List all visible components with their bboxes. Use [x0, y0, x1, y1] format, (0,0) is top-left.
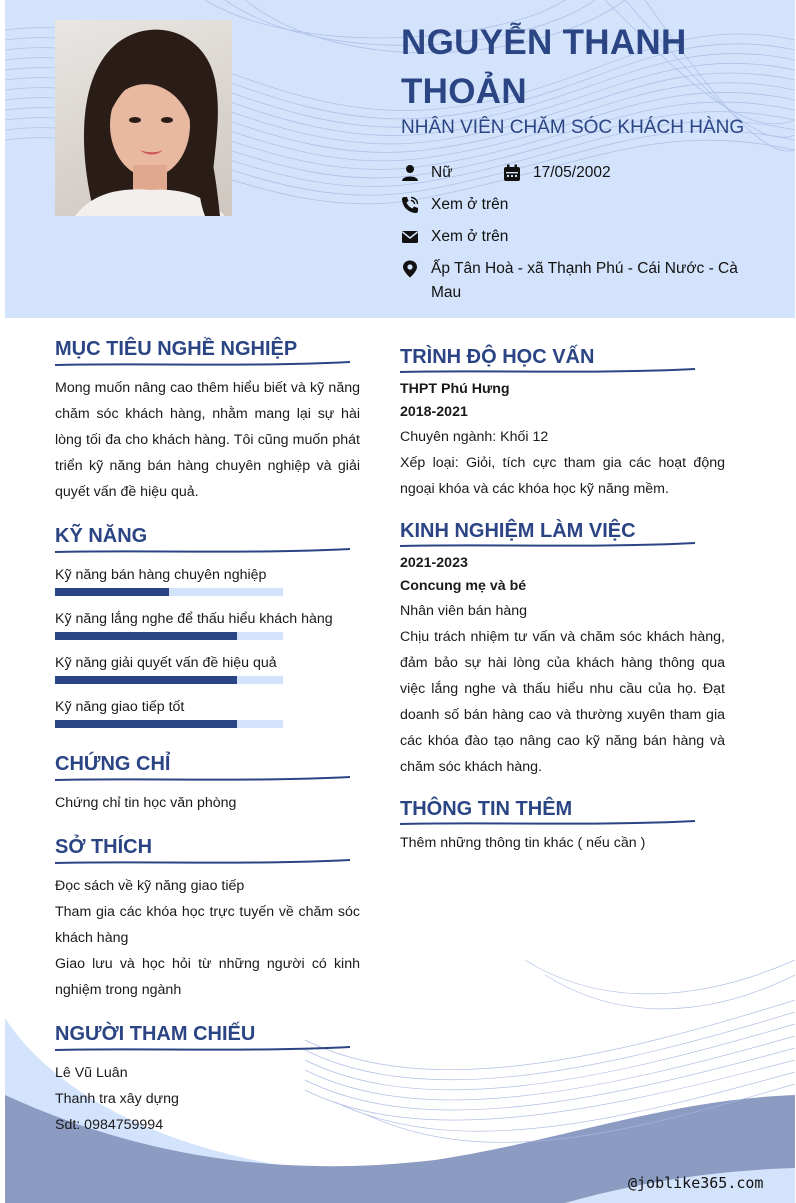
skill-bar-fill	[55, 588, 169, 596]
skills-title: KỸ NĂNG	[55, 525, 148, 547]
skill-label: Kỹ năng bán hàng chuyên nghiệp	[55, 567, 267, 583]
skill-label: Kỹ năng giải quyết vấn đề hiệu quả	[55, 655, 277, 671]
section-underline	[55, 547, 355, 555]
section-underline	[400, 541, 700, 549]
references-title: NGƯỜI THAM CHIẾU	[55, 1023, 256, 1045]
reference-name: Lê Vũ Luân	[55, 1065, 128, 1081]
birthday-value: 17/05/2002	[533, 164, 611, 181]
gender-value: Nữ	[431, 164, 453, 181]
objective-text: Mong muốn nâng cao thêm hiểu biết và kỹ năng chăm sóc khách hàng, nhằm mang lại sự hài lòng tối đa cho khách hàng. Tôi cũng muốn phát triển kỹ năng bán hàng chuyên nghiệp và giải quyết vấn đề hiệu quả.	[55, 380, 360, 500]
section-underline	[55, 360, 355, 368]
experience-company: Concung mẹ và bé	[400, 578, 527, 594]
certificate-item: Chứng chỉ tin học văn phòng	[55, 795, 237, 811]
skill-bar	[55, 632, 283, 640]
section-underline	[55, 775, 355, 783]
skill-label: Kỹ năng lắng nghe để thấu hiểu khách hàng	[55, 611, 333, 627]
skill-bar	[55, 720, 283, 728]
section-underline	[400, 367, 700, 375]
certificates-title: CHỨNG CHỈ	[55, 753, 171, 775]
skill-bar-fill	[55, 632, 237, 640]
section-underline	[400, 819, 700, 827]
education-title: TRÌNH ĐỘ HỌC VẤN	[400, 346, 595, 368]
hobbies-title: SỞ THÍCH	[55, 836, 153, 858]
resume-page	[5, 0, 795, 1203]
additional-title: THÔNG TIN THÊM	[400, 798, 573, 820]
section-underline	[55, 858, 355, 866]
skill-bar-fill	[55, 676, 237, 684]
candidate-name: NGUYỄN THANH THOẢN	[401, 23, 687, 111]
education-school: THPT Phú Hưng	[400, 381, 510, 397]
education-major: Chuyên ngành: Khối 12	[400, 429, 549, 445]
footer-brand: @joblike365.com	[628, 1174, 764, 1192]
experience-description: Chịu trách nhiệm tư vấn và chăm sóc khách hàng, đảm bảo sự hài lòng của khách hàng thông qua việc lắng nghe và thấu hiểu nhu cầu của họ. Đạt doanh số bán hàng cao và thường xuyên tham gia các khóa đào tạo nâng cao kỹ năng bán hàng và chăm sóc khách hàng.	[400, 629, 725, 775]
candidate-role: NHÂN VIÊN CHĂM SÓC KHÁCH HÀNG	[401, 117, 745, 138]
skill-bar-fill	[55, 720, 237, 728]
section-underline	[55, 1045, 355, 1053]
hobby-item: Giao lưu và học hỏi từ những người có kinh nghiệm trong ngành	[55, 956, 360, 998]
hobby-item: Tham gia các khóa học trực tuyến về chăm sóc khách hàng	[55, 904, 360, 946]
phone-value: Xem ở trên	[431, 196, 509, 213]
hobby-item: Đọc sách về kỹ năng giao tiếp	[55, 878, 245, 894]
education-years: 2018-2021	[400, 404, 468, 420]
email-value: Xem ở trên	[431, 228, 509, 245]
objective-title: MỤC TIÊU NGHỀ NGHIỆP	[55, 338, 298, 360]
reference-phone: Sdt: 0984759994	[55, 1117, 164, 1133]
experience-years: 2021-2023	[400, 555, 468, 571]
additional-text: Thêm những thông tin khác ( nếu cần )	[400, 835, 646, 851]
address-value: Ấp Tân Hoà - xã Thạnh Phú - Cái Nước - Cà Mau	[431, 260, 738, 301]
experience-position: Nhân viên bán hàng	[400, 603, 528, 619]
reference-position: Thanh tra xây dựng	[55, 1091, 179, 1107]
skill-bar	[55, 588, 283, 596]
experience-title: KINH NGHIỆM LÀM VIỆC	[400, 520, 636, 542]
skill-label: Kỹ năng giao tiếp tốt	[55, 699, 185, 715]
skill-bar	[55, 676, 283, 684]
education-grade: Xếp loại: Giỏi, tích cực tham gia các hoạt động ngoại khóa và các khóa học kỹ năng mềm.	[400, 455, 725, 497]
